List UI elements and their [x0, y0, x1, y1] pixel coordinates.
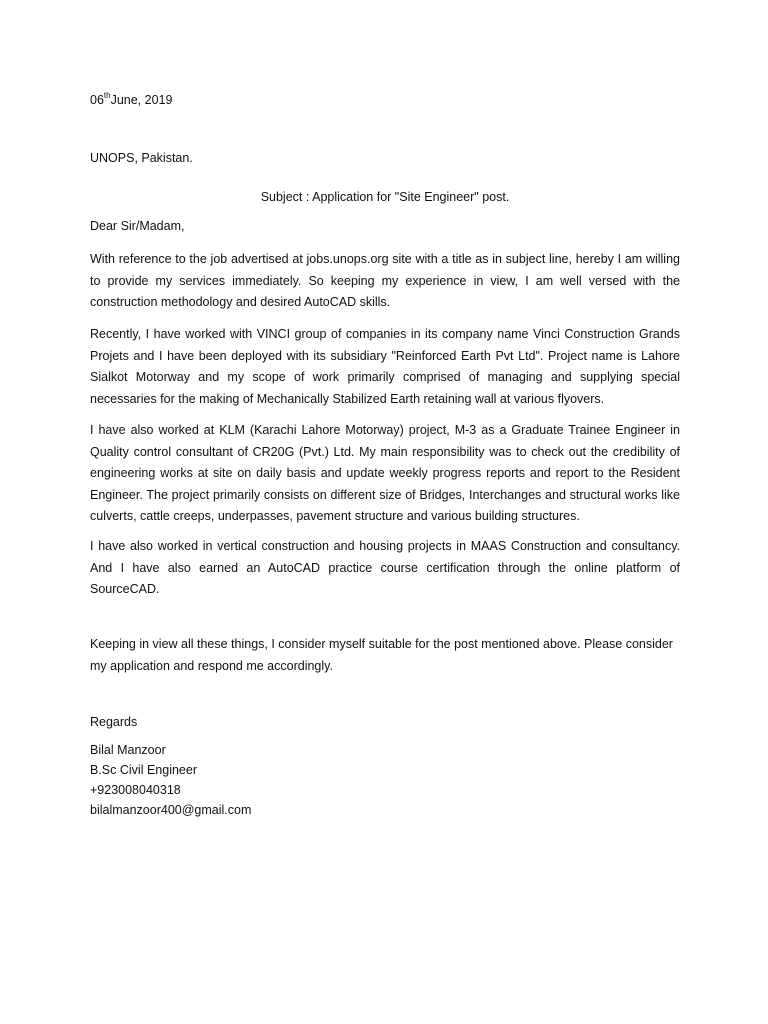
letter-page: [90, 0, 680, 1024]
date-day: 06: [90, 93, 104, 107]
paragraph-2: Recently, I have worked with VINCI group of companies in its company name Vinci Construction Grands Projets and I have been deployed with its subsidiary "Reinforced Earth Pvt Ltd". Project name is Lahore Sialkot Motorway and my scope of work primarily comprised of managing and supplying special necessaries for the making of Mechanically Stabilized Earth retaining wall at various flyovers.: [90, 327, 680, 406]
recipient: UNOPS, Pakistan.: [90, 151, 193, 165]
letter-date: [90, 90, 172, 112]
signature-name: Bilal Manzoor: [90, 743, 166, 757]
paragraph-1: With reference to the job advertised at jobs.unops.org site with a title as in subject line, hereby I am willing to provide my services immediately. So keeping my experience in view, I am well versed with the construction methodology and desired AutoCAD skills.: [90, 252, 680, 309]
greeting: Dear Sir/Madam,: [90, 219, 185, 233]
signature-phone: +923008040318: [90, 783, 181, 797]
paragraph-4: I have also worked in vertical construction and housing projects in MAAS Construction and consultancy. And I have also earned an AutoCAD practice course certification through the online platform of SourceCAD.: [90, 539, 680, 596]
paragraph-5: Keeping in view all these things, I consider myself suitable for the post mentioned above. Please consider my application and respond me accordingly.: [90, 637, 673, 673]
signature-title: B.Sc Civil Engineer: [90, 763, 197, 777]
date-suffix: th: [103, 90, 111, 100]
closing: Regards: [90, 715, 138, 729]
subject-line: Subject : Application for "Site Engineer" post.: [260, 190, 510, 204]
paragraph-3: I have also worked at KLM (Karachi Lahore Motorway) project, M-3 as a Graduate Trainee Engineer in Quality control consultant of CR20G (Pvt.) Ltd. My main responsibility was to check out the credibility of engineering works at site on daily basis and update weekly progress reports and report to the Resident Engineer. The project primarily consists on different size of Bridges, Interchanges and structural works like culverts, cattle creeps, underpasses, pavement structure and various building structures.: [90, 423, 680, 523]
signature-email: bilalmanzoor400@gmail.com: [90, 803, 252, 817]
date-rest: June, 2019: [110, 93, 173, 107]
signature-block: [90, 740, 251, 820]
